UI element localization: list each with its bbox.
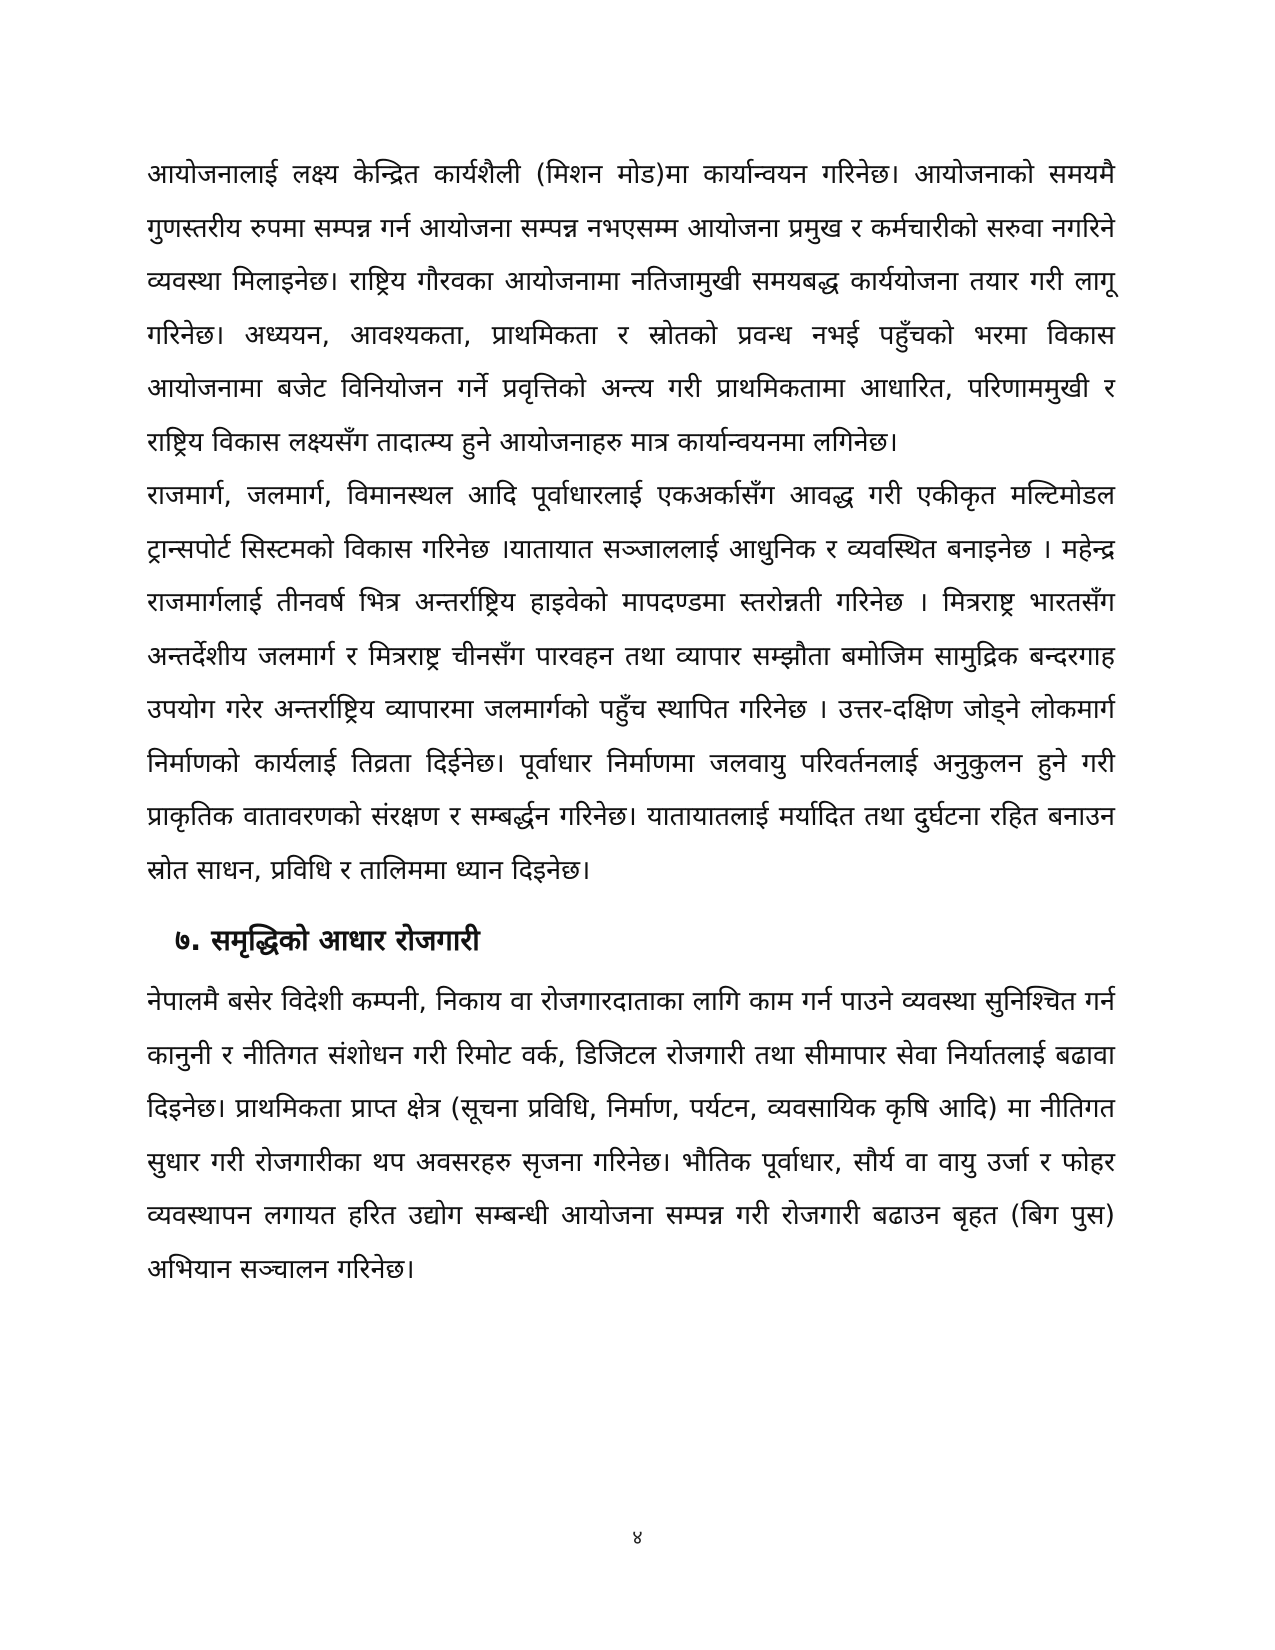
section-heading: ७. समृद्धिको आधार रोजगारी (175, 923, 480, 957)
page-content (147, 148, 1115, 1296)
page-number: ४ (632, 1525, 643, 1549)
paragraph-project-implementation: आयोजनालाई लक्ष्य केन्द्रित कार्यशैली (मिशन मोड)मा कार्यान्वयन गरिनेछ। आयोजनाको समयमै गुणस्तरीय रुपमा सम्पन्न गर्न आयोजना सम्पन्न नभएसम्म आयोजना प्रमुख र कर्मचारीको सरुवा नगरिने व्यवस्था मिलाइनेछ। राष्ट्रिय गौरवका आयोजनामा नतिजामुखी समयबद्ध कार्ययोजना तयार गरी लागू गरिनेछ। अध्ययन, आवश्यकता, प्राथमिकता र स्रोतको प्रवन्ध नभई पहुँचको भरमा विकास आयोजनामा बजेट विनियोजन गर्ने प्रवृत्तिको अन्त्य गरी प्राथमिकतामा आधारित, परिणाममुखी र राष्ट्रिय विकास लक्ष्यसँग तादात्म्य हुने आयोजनाहरु मात्र कार्यान्वयनमा लगिनेछ। (147, 159, 1115, 458)
paragraph-transport-infrastructure: राजमार्ग, जलमार्ग, विमानस्थल आदि पूर्वाधारलाई एकअर्कासँग आवद्ध गरी एकीकृत मल्टिमोडल ट्रान्सपोर्ट सिस्टमको विकास गरिनेछ ।यातायात सञ्जाललाई आधुनिक र व्यवस्थित बनाइनेछ । महेन्द्र राजमार्गलाई तीनवर्ष भित्र अन्तर्राष्ट्रिय हाइवेको मापदण्डमा स्तरोन्नती गरिनेछ । मित्रराष्ट्र भारतसँग अन्तर्देशीय जलमार्ग र मित्रराष्ट्र चीनसँग पारवहन तथा व्यापार सम्झौता बमोजिम सामुद्रिक बन्दरगाह उपयोग गरेर अन्तर्राष्ट्रिय व्यापारमा जलमार्गको पहुँच स्थापित गरिनेछ । उत्तर-दक्षिण जोड्ने लोकमार्ग निर्माणको कार्यलाई तिव्रता दिईनेछ। पूर्वाधार निर्माणमा जलवायु परिवर्तनलाई अनुकुलन हुने गरी प्राकृतिक वातावरणको संरक्षण र सम्बर्द्धन गरिनेछ। यातायातलाई मर्यादित तथा दुर्घटना रहित बनाउन स्रोत साधन, प्रविधि र तालिममा ध्यान दिइनेछ। (147, 480, 1115, 886)
paragraph-employment: नेपालमै बसेर विदेशी कम्पनी, निकाय वा रोजगारदाताका लागि काम गर्न पाउने व्यवस्था सुनिश्चित गर्न कानुनी र नीतिगत संशोधन गरी रिमोट वर्क, डिजिटल रोजगारी तथा सीमापार सेवा निर्यातलाई बढावा दिइनेछ। प्राथमिकता प्राप्त क्षेत्र (सूचना प्रविधि, निर्माण, पर्यटन, व्यवसायिक कृषि आदि) मा नीतिगत सुधार गरी रोजगारीका थप अवसरहरु सृजना गरिनेछ। भौतिक पूर्वाधार, सौर्य वा वायु उर्जा र फोहर व्यवस्थापन लगायत हरित उद्योग सम्बन्धी आयोजना सम्पन्न गरी रोजगारी बढाउन बृहत (बिग पुस) अभियान सञ्चालन गरिनेछ। (147, 986, 1115, 1285)
